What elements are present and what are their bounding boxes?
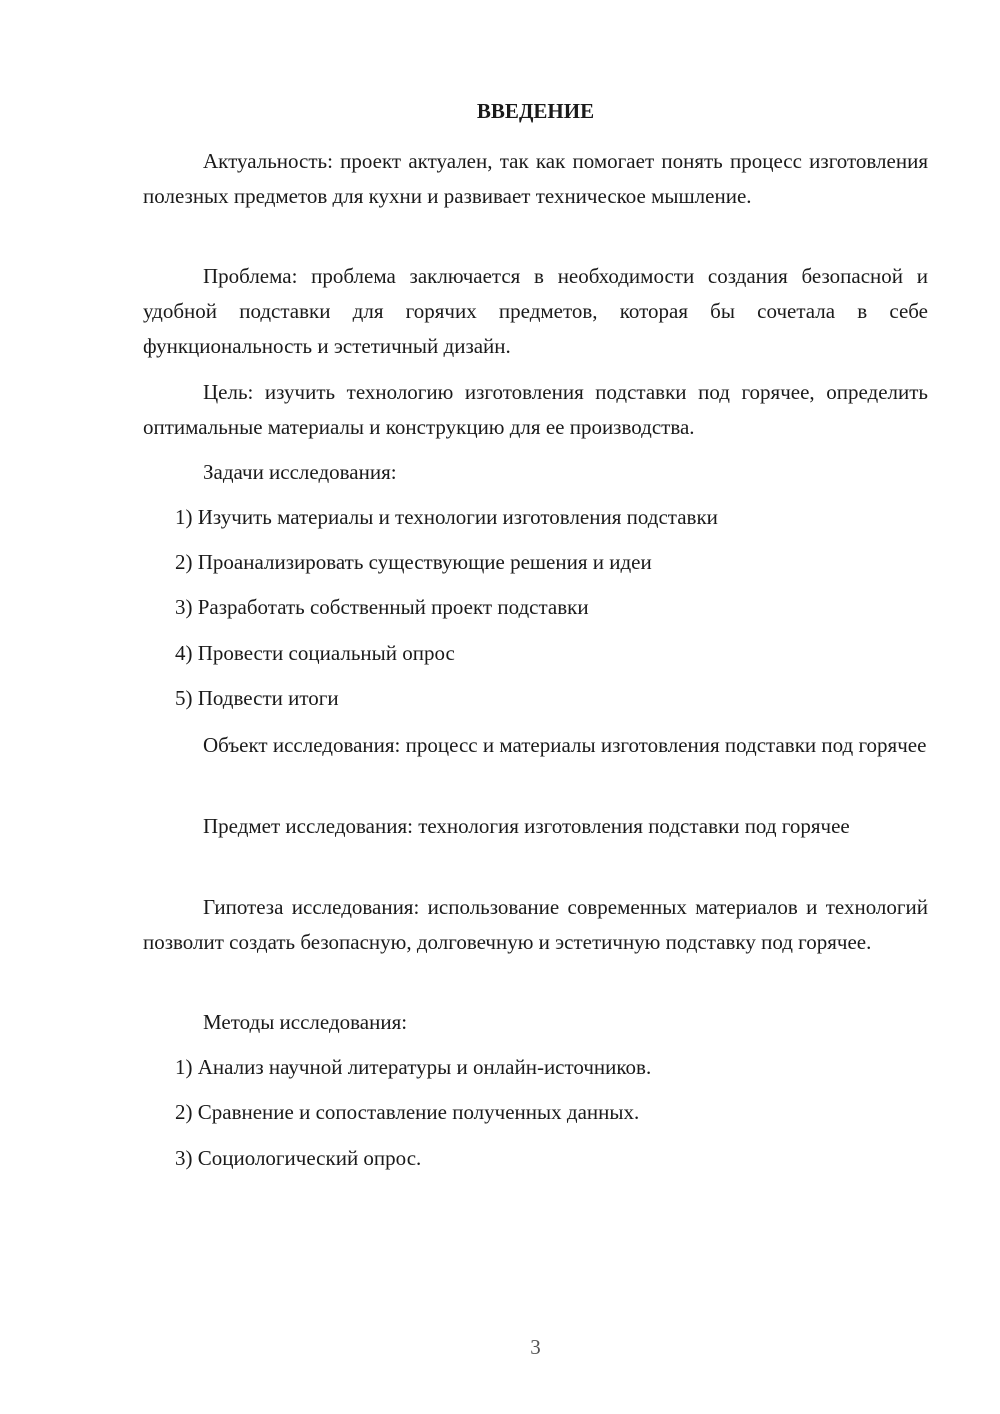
task-item: 5) Подвести итоги bbox=[175, 686, 339, 710]
task-item: 4) Провести социальный опрос bbox=[175, 641, 455, 665]
methods-heading: Методы исследования: bbox=[203, 1010, 408, 1034]
task-item: 3) Разработать собственный проект подставки bbox=[175, 595, 589, 619]
section-title: ВВЕДЕНИЕ bbox=[476, 99, 595, 123]
subject-paragraph: Предмет исследования: технология изготовления подставки под горячее bbox=[203, 814, 850, 838]
page-number: 3 bbox=[530, 1335, 541, 1359]
problem-paragraph: Проблема: проблема заключается в необходимости создания безопасной и удобной подставки для горячих предметов, которая бы сочетала в себе функциональность и эстетичный дизайн. bbox=[143, 264, 928, 358]
hypothesis-paragraph: Гипотеза исследования: использование современных материалов и технологий позволит создать безопасную, долговечную и эстетичную подставку под горячее. bbox=[143, 895, 928, 954]
document-page bbox=[143, 0, 928, 1414]
tasks-heading: Задачи исследования: bbox=[203, 460, 397, 484]
task-item: 1) Изучить материалы и технологии изготовления подставки bbox=[175, 505, 718, 529]
task-item: 2) Проанализировать существующие решения и идеи bbox=[175, 550, 652, 574]
method-item: 3) Социологический опрос. bbox=[175, 1146, 422, 1170]
goal-paragraph: Цель: изучить технологию изготовления подставки под горячее, определить оптимальные материалы и конструкцию для ее производства. bbox=[143, 380, 928, 439]
method-item: 2) Сравнение и сопоставление полученных данных. bbox=[175, 1100, 640, 1124]
method-item: 1) Анализ научной литературы и онлайн-источников. bbox=[175, 1055, 652, 1079]
object-paragraph: Объект исследования: процесс и материалы изготовления подставки под горячее bbox=[203, 733, 927, 757]
relevance-paragraph: Актуальность: проект актуален, так как помогает понять процесс изготовления полезных предметов для кухни и развивает техническое мышление. bbox=[143, 149, 928, 208]
